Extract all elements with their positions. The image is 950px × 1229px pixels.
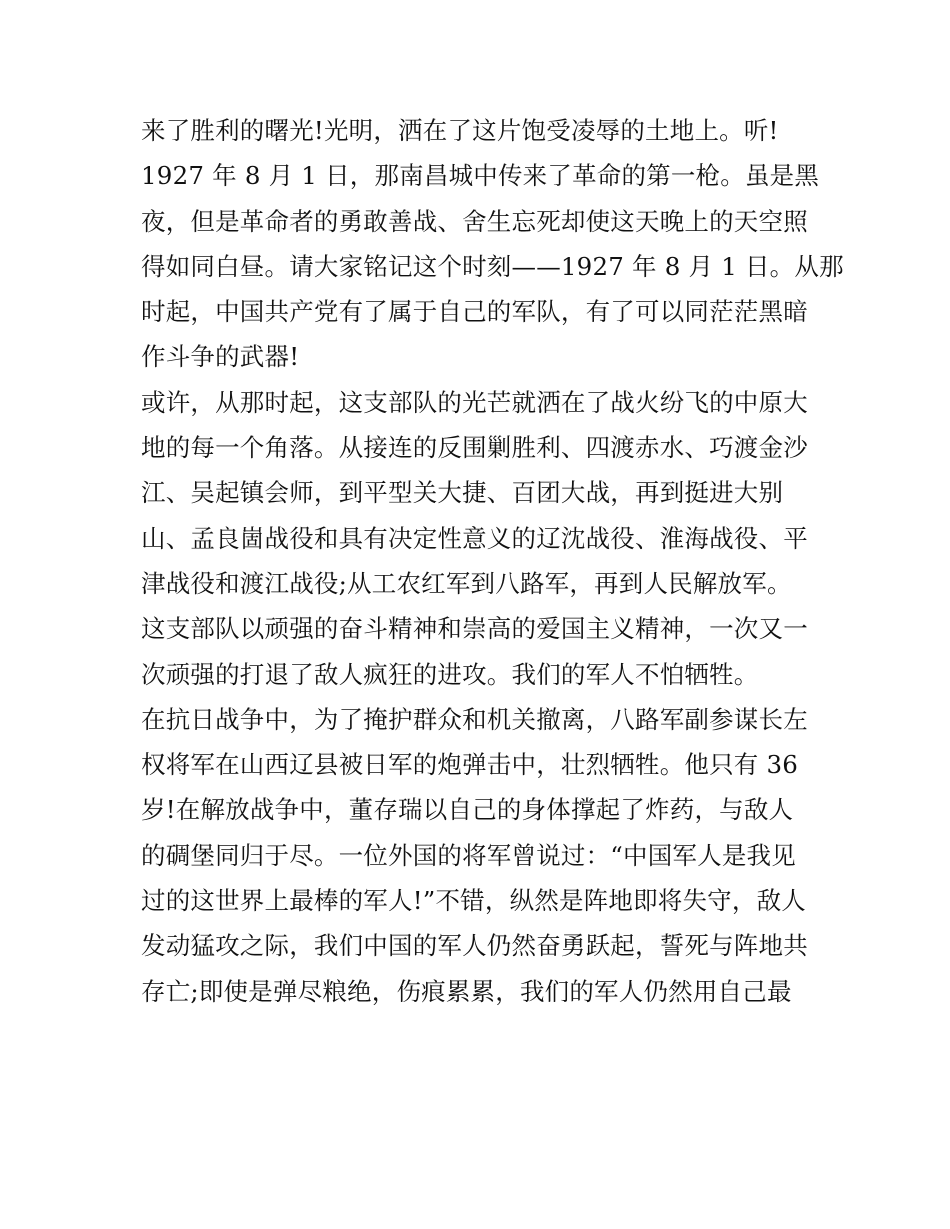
text-line: 江、吴起镇会师，到平型关大捷、百团大战，再到挺进大别 <box>141 478 784 508</box>
text-line: 权将军在山西辽县被日军的炮弹击中，壮烈牺牲。他只有 36 <box>141 750 799 780</box>
text-line: 岁!在解放战争中，董存瑞以自己的身体撑起了炸药，与敌人 <box>141 795 794 825</box>
text-line: 夜，但是革命者的勇敢善战、舍生忘死却使这天晚上的天空照 <box>141 206 808 236</box>
text-line: 或许，从那时起，这支部队的光芒就洒在了战火纷飞的中原大 <box>141 387 808 417</box>
document-body <box>141 108 844 1014</box>
text-line: 来了胜利的曙光!光明，洒在了这片饱受凌辱的土地上。听! <box>141 116 779 145</box>
text-line: 时起，中国共产党有了属于自己的军队，有了可以同茫茫黑暗 <box>141 297 808 327</box>
text-line: 山、孟良崮战役和具有决定性意义的辽沈战役、淮海战役、平 <box>141 523 808 553</box>
text-line: 这支部队以顽强的奋斗精神和崇高的爱国主义精神，一次又一 <box>141 614 808 644</box>
text-line: 存亡;即使是弹尽粮绝，伤痕累累，我们的军人仍然用自己最 <box>141 976 792 1006</box>
text-line: 的碉堡同归于尽。一位外国的将军曾说过：“中国军人是我见 <box>141 840 796 870</box>
text-line: 作斗争的武器! <box>141 342 300 372</box>
text-line: 在抗日战争中，为了掩护群众和机关撤离，八路军副参谋长左 <box>141 704 808 734</box>
text-line: 发动猛攻之际，我们中国的军人仍然奋勇跃起，誓死与阵地共 <box>141 931 808 961</box>
text-line: 1927 年 8 月 1 日，那南昌城中传来了革命的第一枪。虽是黑 <box>141 161 820 191</box>
text-line: 过的这世界上最棒的军人!”不错，纵然是阵地即将失守，敌人 <box>141 886 806 916</box>
text-line: 地的每一个角落。从接连的反围剿胜利、四渡赤水、巧渡金沙 <box>141 433 808 463</box>
text-line: 次顽强的打退了敌人疯狂的进攻。我们的军人不怕牺牲。 <box>141 659 759 689</box>
text-line: 津战役和渡江战役;从工农红军到八路军，再到人民解放军。 <box>141 568 792 598</box>
text-line: 得如同白昼。请大家铭记这个时刻——1927 年 8 月 1 日。从那 <box>141 251 844 281</box>
